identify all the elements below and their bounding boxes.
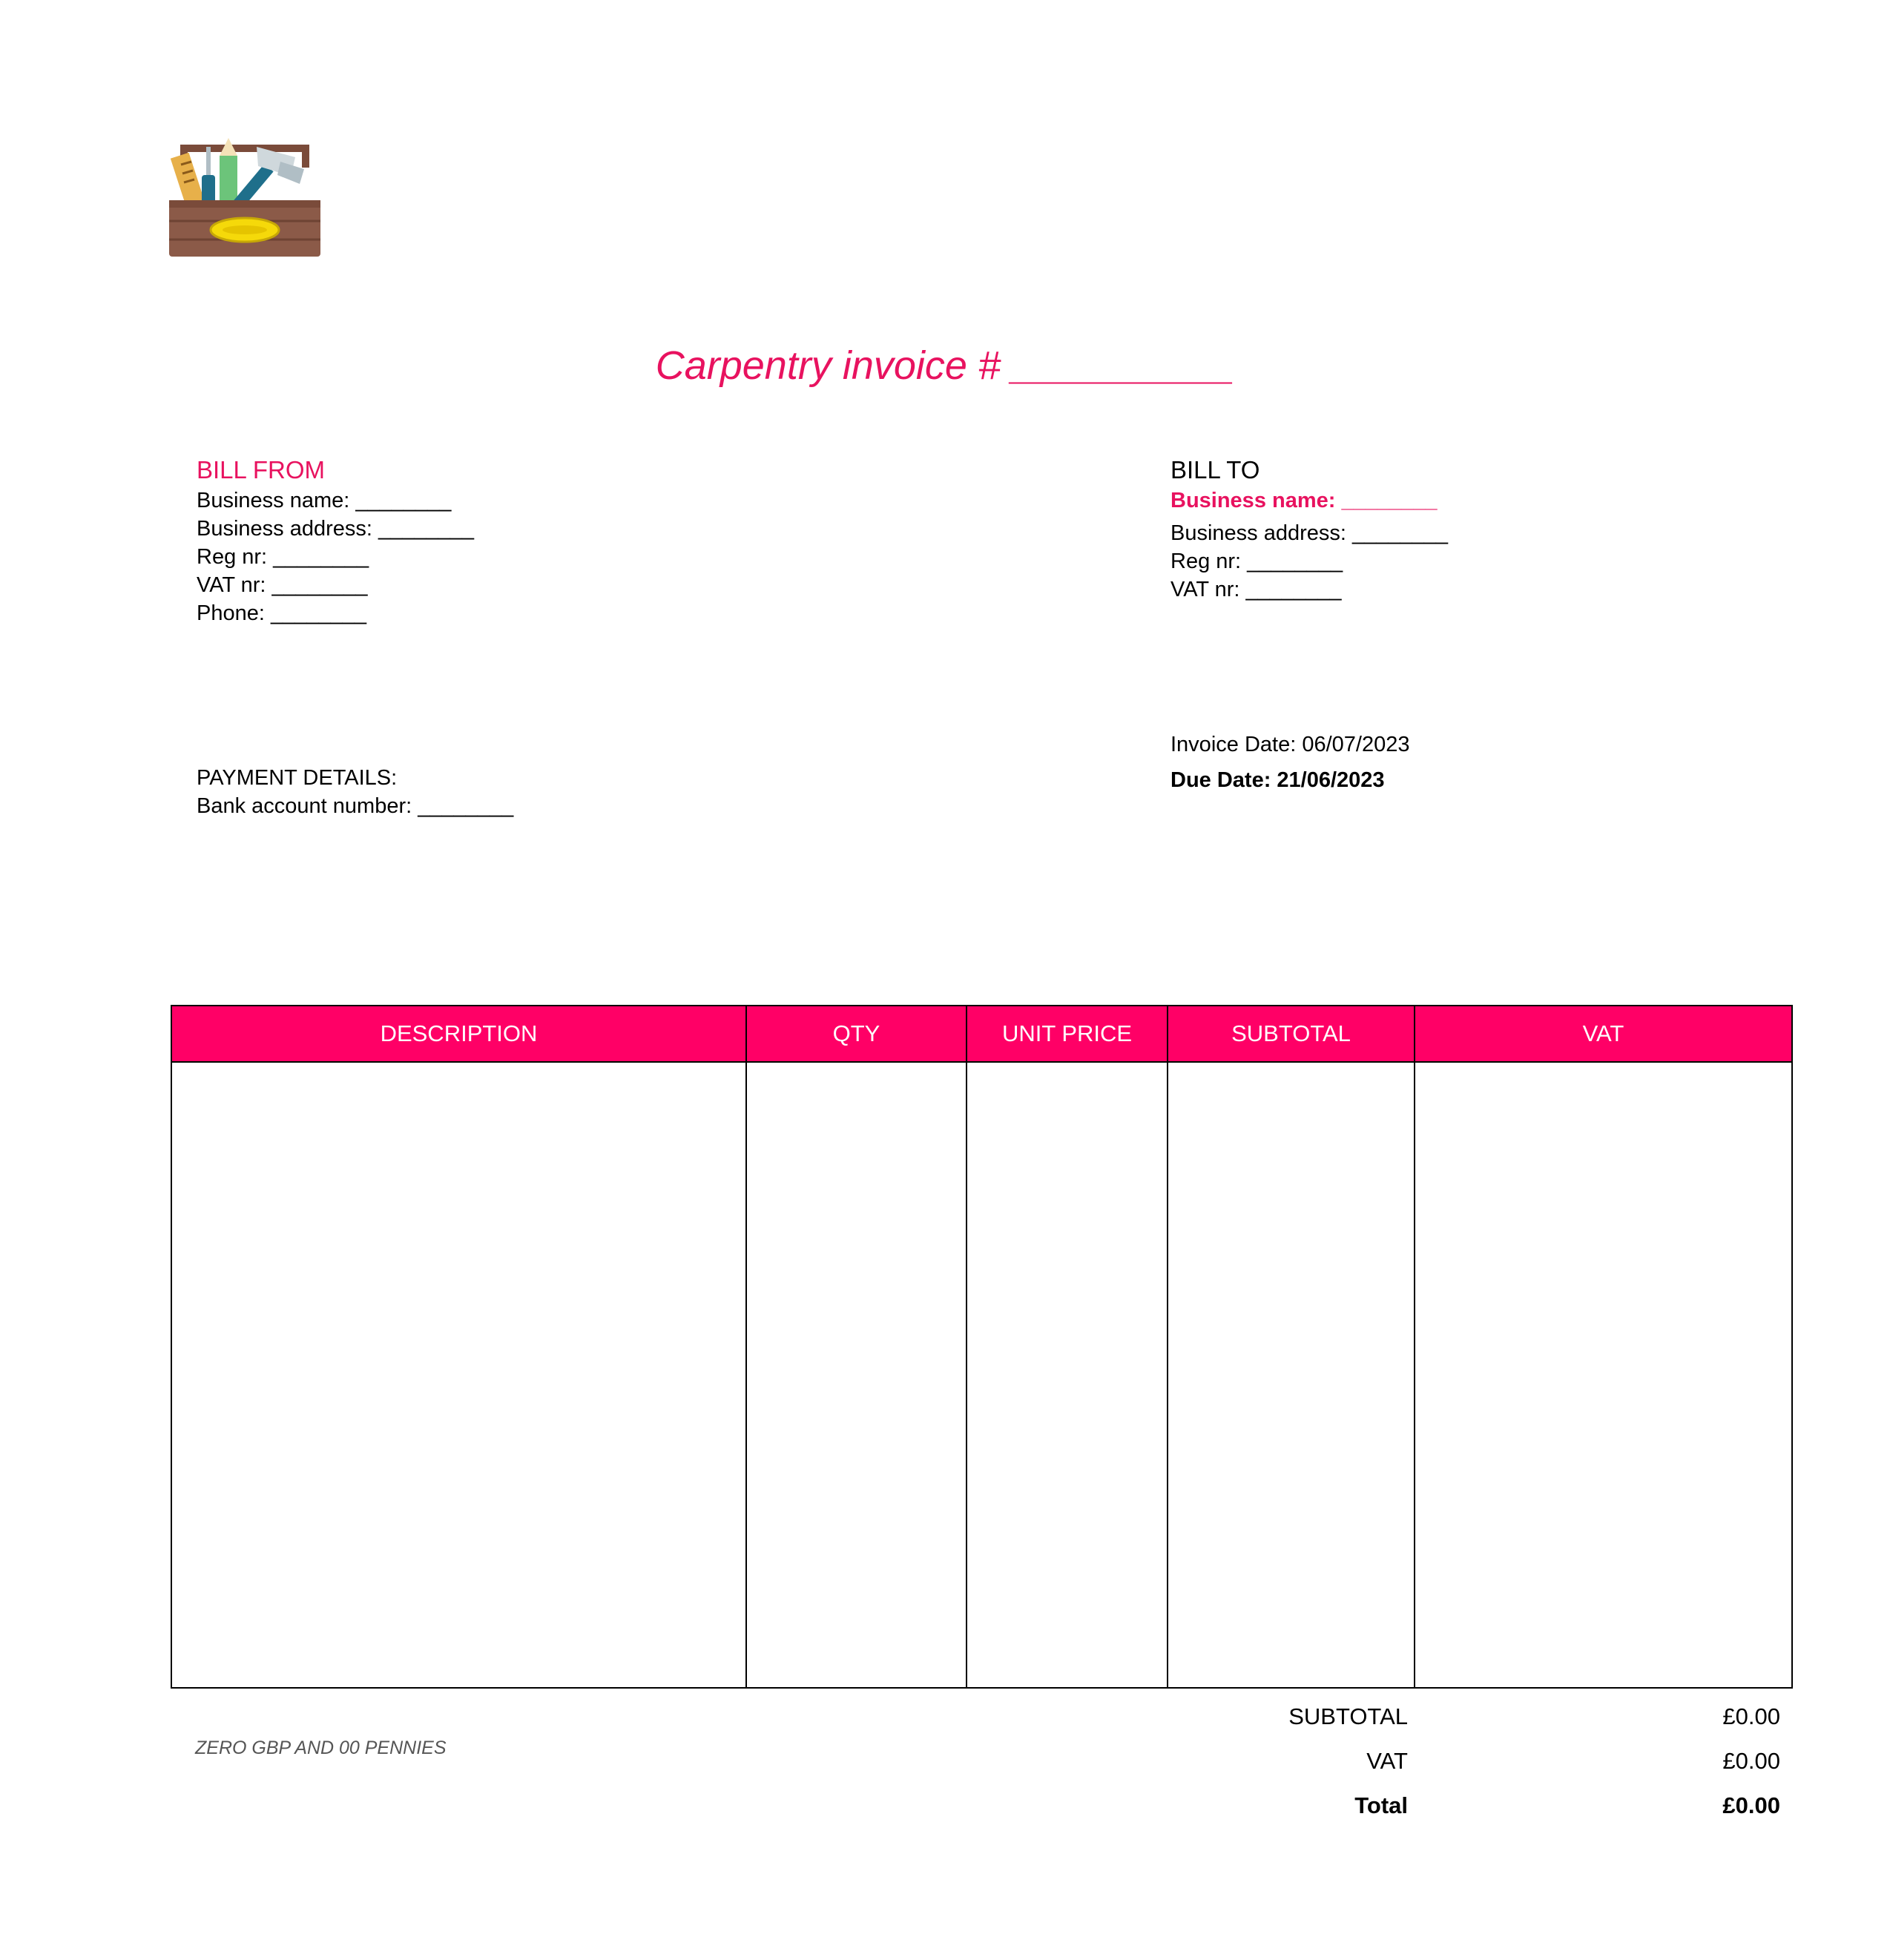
bank-account-number: Bank account number: ________ bbox=[197, 794, 514, 818]
bill-from-business-name: Business name: ________ bbox=[197, 489, 452, 512]
subtotal-value: £0.00 bbox=[1722, 1703, 1780, 1729]
bill-to-heading: BILL TO bbox=[1170, 456, 1260, 484]
bill-from-reg-nr: Reg nr: ________ bbox=[197, 545, 369, 569]
total-label: Total bbox=[1354, 1792, 1408, 1818]
column-header-vat: VAT bbox=[1415, 1006, 1792, 1062]
qty-cell bbox=[746, 1062, 967, 1688]
column-header-unit-price: UNIT PRICE bbox=[967, 1006, 1168, 1062]
dates-section bbox=[1170, 727, 1409, 798]
column-header-qty: QTY bbox=[746, 1006, 967, 1062]
invoice-title: Carpentry invoice # __________ bbox=[655, 343, 1235, 388]
column-header-description: DESCRIPTION bbox=[171, 1006, 746, 1062]
bill-to-business-name: Business name: ________ bbox=[1170, 489, 1438, 512]
subtotal-cell bbox=[1168, 1062, 1415, 1688]
bill-to-vat-nr: VAT nr: ________ bbox=[1170, 578, 1342, 601]
bill-from-vat-nr: VAT nr: ________ bbox=[197, 573, 368, 597]
description-cell bbox=[171, 1062, 746, 1688]
unit-price-cell bbox=[967, 1062, 1168, 1688]
invoice-date: Invoice Date: 06/07/2023 bbox=[1170, 733, 1410, 756]
bill-from-phone: Phone: ________ bbox=[197, 601, 366, 625]
payment-details-heading: PAYMENT DETAILS: bbox=[197, 766, 398, 790]
bill-to-reg-nr: Reg nr: ________ bbox=[1170, 550, 1343, 573]
total-value: £0.00 bbox=[1722, 1792, 1780, 1818]
bill-from-business-address: Business address: ________ bbox=[197, 517, 475, 541]
payment-details-section bbox=[197, 764, 513, 820]
vat-label: VAT bbox=[1366, 1748, 1408, 1774]
table-row bbox=[171, 1062, 1792, 1688]
vat-cell bbox=[1415, 1062, 1792, 1688]
amount-in-words: ZERO GBP AND 00 PENNIES bbox=[195, 1738, 447, 1758]
carpentry-toolbox-icon bbox=[169, 132, 320, 257]
due-date: Due Date: 21/06/2023 bbox=[1170, 768, 1385, 792]
bill-to-section bbox=[1170, 454, 1448, 604]
bill-to-business-address: Business address: ________ bbox=[1170, 521, 1449, 545]
column-header-subtotal: SUBTOTAL bbox=[1168, 1006, 1415, 1062]
table-header-row bbox=[171, 1006, 1792, 1062]
subtotal-label: SUBTOTAL bbox=[1288, 1703, 1408, 1729]
bill-from-heading: BILL FROM bbox=[197, 456, 325, 484]
bill-from-section bbox=[197, 454, 474, 627]
line-items-table bbox=[171, 1005, 1793, 1689]
vat-value: £0.00 bbox=[1722, 1748, 1780, 1774]
